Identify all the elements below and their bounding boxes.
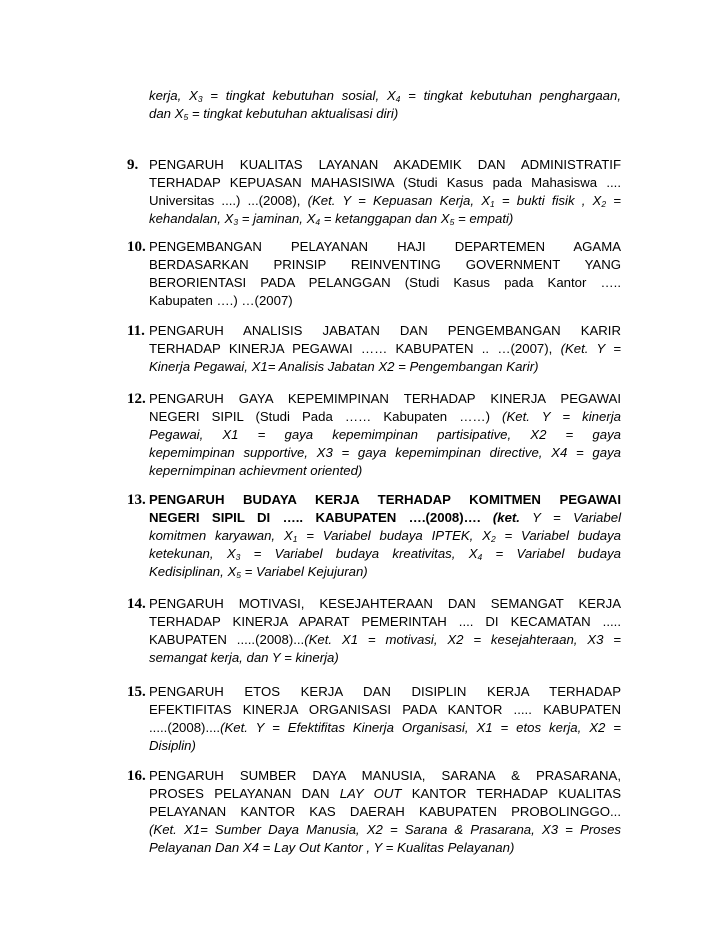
entry-line — [149, 256, 621, 274]
entry-text — [149, 87, 621, 123]
text-run: TERHADAP KEPUASAN MAHASISIWA (Studi Kasus pada Mahasiswa .... — [149, 175, 621, 190]
entry-line — [149, 631, 621, 649]
entry-line — [149, 595, 621, 613]
text-run: 1 — [292, 534, 298, 544]
text-run: semangat kerja, dan Y = kinerja) — [149, 650, 339, 665]
text-run: = tingkat kebutuhan aktualisasi diri) — [188, 106, 399, 121]
text-run: kehandalan, X — [149, 211, 234, 226]
text-run: = bukti fisik , X — [494, 193, 602, 208]
text-run: Kedisiplinan, X — [149, 564, 237, 579]
entry-line — [149, 238, 621, 256]
entry-line — [149, 563, 621, 581]
text-run: PENGARUH ETOS KERJA DAN DISIPLIN KERJA TERHADAP — [149, 684, 621, 699]
entry-text — [149, 390, 621, 480]
text-run: Universitas ....) ...(2008), — [149, 193, 308, 208]
entry-line — [149, 649, 621, 667]
entry-line — [149, 767, 621, 785]
text-run: ketekunan, X — [149, 546, 236, 561]
text-run: Pelayanan Dan X4 = Lay Out Kantor , Y = Kualitas Pelayanan) — [149, 840, 515, 855]
text-run: = tingkat kebutuhan sosial, X — [202, 88, 396, 103]
text-run: KABUPATEN .....(2008)... — [149, 632, 305, 647]
entry-number: 15. — [127, 684, 146, 700]
entry-line — [149, 737, 621, 755]
text-run: LAY OUT — [339, 786, 402, 801]
entry-line — [149, 105, 621, 123]
text-run: 2 — [490, 534, 496, 544]
text-run: 5 — [183, 112, 189, 122]
entry-line — [149, 340, 621, 358]
text-run: (Ket. Y = Kepuasan Kerja, X — [307, 193, 490, 208]
entry-line — [149, 545, 621, 563]
text-run: = Variabel budaya — [495, 528, 621, 543]
entry-text — [149, 238, 621, 310]
entry-line — [149, 839, 621, 857]
entry-number: 10. — [127, 239, 146, 255]
entry-line — [149, 509, 621, 527]
entry-line — [149, 462, 621, 480]
text-run: (Ket. Y = — [560, 341, 621, 356]
text-run: 5 — [449, 217, 455, 227]
text-run: (Ket. X1= Sumber Daya Manusia, X2 = Sarana & Prasarana, X3 = Proses — [149, 822, 621, 837]
entry-number: 9. — [127, 157, 139, 173]
text-run: 4 — [315, 217, 321, 227]
text-run: 4 — [477, 552, 483, 562]
entry-line — [149, 408, 621, 426]
text-run: (Ket. Y = kinerja — [502, 409, 621, 424]
entry-line — [149, 210, 621, 228]
text-run: PENGARUH KUALITAS LAYANAN AKADEMIK DAN ADMINISTRATIF — [149, 157, 621, 172]
text-run: Disiplin) — [149, 738, 196, 753]
text-run: EFEKTIFITAS KINERJA ORGANISASI PADA KANTOR ..... KABUPATEN — [149, 702, 621, 717]
entry-line — [149, 527, 621, 545]
text-run: PENGARUH GAYA KEPEMIMPINAN TERHADAP KINERJA PEGAWAI — [149, 391, 621, 406]
text-run: 1 — [490, 199, 495, 209]
entry-number: 14. — [127, 596, 146, 612]
text-run: TERHADAP KINERJA APARAT PEMERINTAH .... DI KECAMATAN ..... — [149, 614, 621, 629]
text-run: BERDASARKAN PRINSIP REINVENTING GOVERNMENT YANG — [149, 257, 621, 272]
entry-text — [149, 322, 621, 376]
text-run: kerja, X — [149, 88, 198, 103]
text-run: kepemimpinan supportive, X3 = gaya kepemimpinan directive, X4 = gaya — [149, 445, 621, 460]
entry-line — [149, 274, 621, 292]
entry-line — [149, 426, 621, 444]
text-run: PENGARUH ANALISIS JABATAN DAN PENGEMBANGAN KARIR — [149, 323, 621, 338]
entry-line — [149, 358, 621, 376]
text-run: PENGARUH MOTIVASI, KESEJAHTERAAN DAN SEMANGAT KERJA — [149, 596, 621, 611]
text-run: (Ket. Y = Efektifitas Kinerja Organisasi, X1 = etos kerja, X2 = — [220, 720, 621, 735]
text-run: kepernimpinan achievment oriented) — [149, 463, 363, 478]
text-run: = Variabel Kejujuran) — [240, 564, 368, 579]
text-run: = Variabel budaya — [482, 546, 621, 561]
entry-line — [149, 192, 621, 210]
text-run: = ketanggapan dan X — [320, 211, 450, 226]
text-run: PELAYANAN KANTOR KAS DAERAH KABUPATEN PROBOLINGGO... — [149, 804, 621, 819]
text-run: PROSES PELAYANAN DAN — [149, 786, 340, 801]
text-run: TERHADAP KINERJA PEGAWAI …… KABUPATEN .. …(2007), — [149, 341, 561, 356]
text-run: = Variabel budaya IPTEK, X — [297, 528, 491, 543]
text-run: BERORIENTASI PADA PELANGGAN (Studi Kasus pada Kantor ….. — [149, 275, 621, 290]
entry-line — [149, 156, 621, 174]
entry-line — [149, 390, 621, 408]
entry-line — [149, 821, 621, 839]
text-run: 5 — [236, 570, 241, 580]
text-run: komitmen karyawan, X — [149, 528, 293, 543]
text-run: 4 — [395, 94, 401, 104]
entry-line — [149, 719, 621, 737]
entry-line — [149, 87, 621, 105]
entry-text — [149, 767, 621, 857]
text-run: = tingkat kebutuhan penghargaan, — [400, 88, 621, 103]
text-run: NEGERI SIPIL (Studi Pada …… Kabupaten ……) — [149, 409, 503, 424]
text-run: Y = Variabel — [519, 510, 621, 525]
text-run: dan X — [149, 106, 184, 121]
entry-text — [149, 156, 621, 228]
text-run: Pegawai, X1 = gaya kepemimpinan partisipative, X2 = gaya — [149, 427, 621, 442]
text-run: PENGARUH SUMBER DAYA MANUSIA, SARANA & PRASARANA, — [149, 768, 621, 783]
text-run: (Ket. X1 = motivasi, X2 = kesejahteraan, X3 = — [304, 632, 621, 647]
text-run: = jaminan, X — [238, 211, 316, 226]
entry-line — [149, 613, 621, 631]
text-run: = empati) — [454, 211, 514, 226]
entry-line — [149, 803, 621, 821]
entry-number: 16. — [127, 768, 146, 784]
entry-line — [149, 701, 621, 719]
entry-text — [149, 595, 621, 667]
entry-line — [149, 785, 621, 803]
entry-text — [149, 491, 621, 581]
text-run: KANTOR TERHADAP KUALITAS — [401, 786, 621, 801]
text-run: (ket. — [492, 510, 520, 525]
text-run: 2 — [601, 199, 607, 209]
text-run: PENGEMBANGAN PELAYANAN HAJI DEPARTEMEN AGAMA — [149, 239, 621, 254]
text-run: PENGARUH BUDAYA KERJA TERHADAP KOMITMEN PEGAWAI — [149, 492, 621, 507]
text-run: .....(2008).... — [149, 720, 221, 735]
text-run: Kabupaten ….) …(2007) — [149, 293, 293, 308]
text-run: 3 — [235, 552, 241, 562]
entry-number: 11. — [127, 323, 145, 339]
text-run: = — [606, 193, 621, 208]
text-run: 3 — [233, 217, 239, 227]
entry-text — [149, 683, 621, 755]
entry-line — [149, 292, 621, 310]
text-run: Kinerja Pegawai, X1= Analisis Jabatan X2 = Pengembangan Karir) — [149, 359, 539, 374]
entry-number: 13. — [127, 492, 146, 508]
entry-line — [149, 444, 621, 462]
entry-line — [149, 491, 621, 509]
text-run: 3 — [197, 94, 203, 104]
text-run: = Variabel budaya kreativitas, X — [240, 546, 478, 561]
text-run: NEGERI SIPIL DI ….. KABUPATEN ….(2008)…. — [149, 510, 493, 525]
entry-number: 12. — [127, 391, 146, 407]
entry-line — [149, 683, 621, 701]
entry-line — [149, 322, 621, 340]
entry-line — [149, 174, 621, 192]
